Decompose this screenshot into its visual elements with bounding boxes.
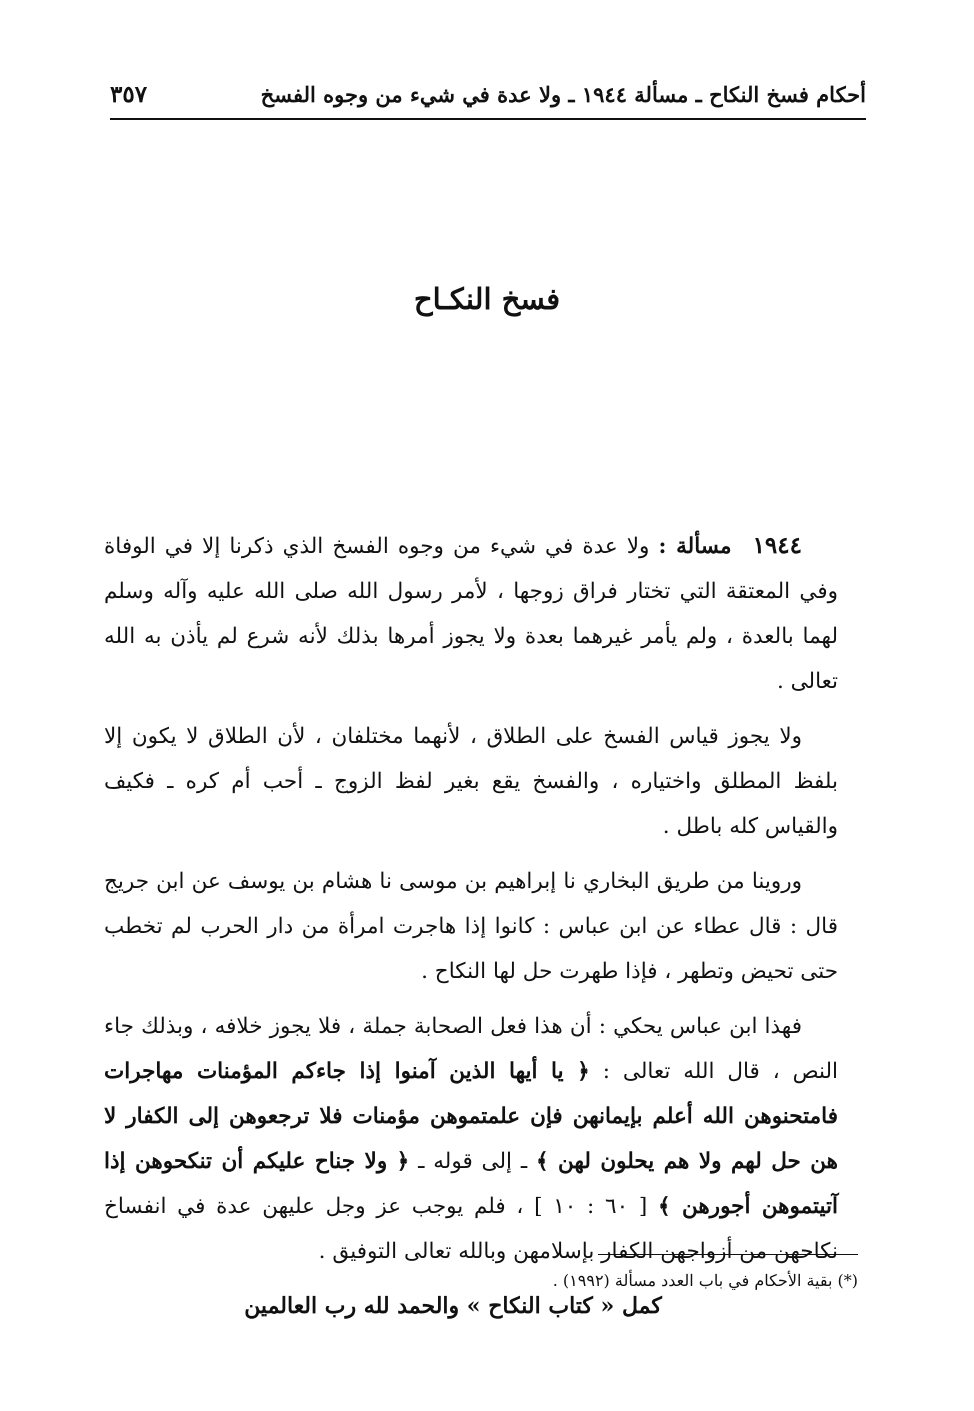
paragraph-evidence <box>104 1004 838 1274</box>
issue-number: ١٩٤٤ <box>752 532 802 559</box>
issue-paragraph <box>104 523 838 704</box>
issue-label: مسألة : <box>658 534 732 559</box>
footnote: (*) بقية الأحكام في باب العدد مسألة (١٩٩٢) . <box>552 1271 858 1290</box>
quran-verse-1: ﴿ يا أيها الذين آمنوا إذا جاءكم المؤمنات مهاجرات فامتحنوهن الله أعلم بإيمانهن فإن علمتموهن مؤمنات فلا ترجعوهن إلى الكفار لا هن حل لهم ولا هم يحلون لهن ﴾ <box>104 1059 838 1174</box>
evidence-mid: ـ إلى قوله ـ <box>418 1149 528 1174</box>
page-number: ٣٥٧ <box>110 80 148 108</box>
header-rule <box>110 118 866 120</box>
running-title: أحكام فسخ النكاح ـ مسألة ١٩٤٤ ـ ولا عدة في شيء من وجوه الفسخ <box>260 81 866 107</box>
main-text <box>104 523 838 1339</box>
paragraph-narration: وروينا من طريق البخاري نا إبراهيم بن موسى نا هشام بن يوسف عن ابن جريج قال : قال عطاء عن ابن عباس : كانوا إذا هاجرت امرأة من دار الحرب لم تخطب حتى تحيض وتطهر ، فإذا طهرت حل لها النكاح . <box>104 869 838 984</box>
paragraph-analogy: ولا يجوز قياس الفسخ على الطلاق ، لأنهما مختلفان ، لأن الطلاق لا يكون إلا بلفظ المطلق واختياره ، والفسخ يقع بغير لفظ الزوج ـ أحب أم كره ـ فكيف والقياس كله باطل . <box>104 724 838 839</box>
quran-verse-2: ﴿ ولا جناح عليكم أن تنكحوهن إذا آتيتموهن أجورهن ﴾ <box>104 1149 838 1219</box>
verse-reference: [ ٦٠ : ١٠ ] ، <box>516 1194 648 1219</box>
evidence-intro: فهذا ابن عباس يحكي : أن هذا فعل الصحابة جملة ، فلا يجوز خلافه ، وبذلك جاء النص ، قال الله تعالى : <box>104 1014 838 1084</box>
evidence-end: فلم يوجب عز وجل عليهن عدة في انفساخ نكاحهن من أزواجهن الكفار بإسلامهن وبالله تعالى التوفيق . <box>104 1194 838 1264</box>
book-conclusion: كمل « كتاب النكاح » والحمد لله رب العالمين <box>244 1293 662 1319</box>
running-header <box>110 72 866 116</box>
issue-text: ولا عدة في شيء من وجوه الفسخ الذي ذكرنا إلا في الوفاة وفي المعتقة التي تختار فراق زوجها ، لأمر رسول الله صلى الله عليه وآله وسلم لهما بالعدة ، ولم يأمر غيرهما بعدة ولا يجوز أمرها بذلك لأنه شرع لم يأذن به الله تعالى . <box>104 534 838 694</box>
footnote-rule <box>598 1254 858 1255</box>
chapter-title: فسخ النكـاح <box>413 282 561 316</box>
